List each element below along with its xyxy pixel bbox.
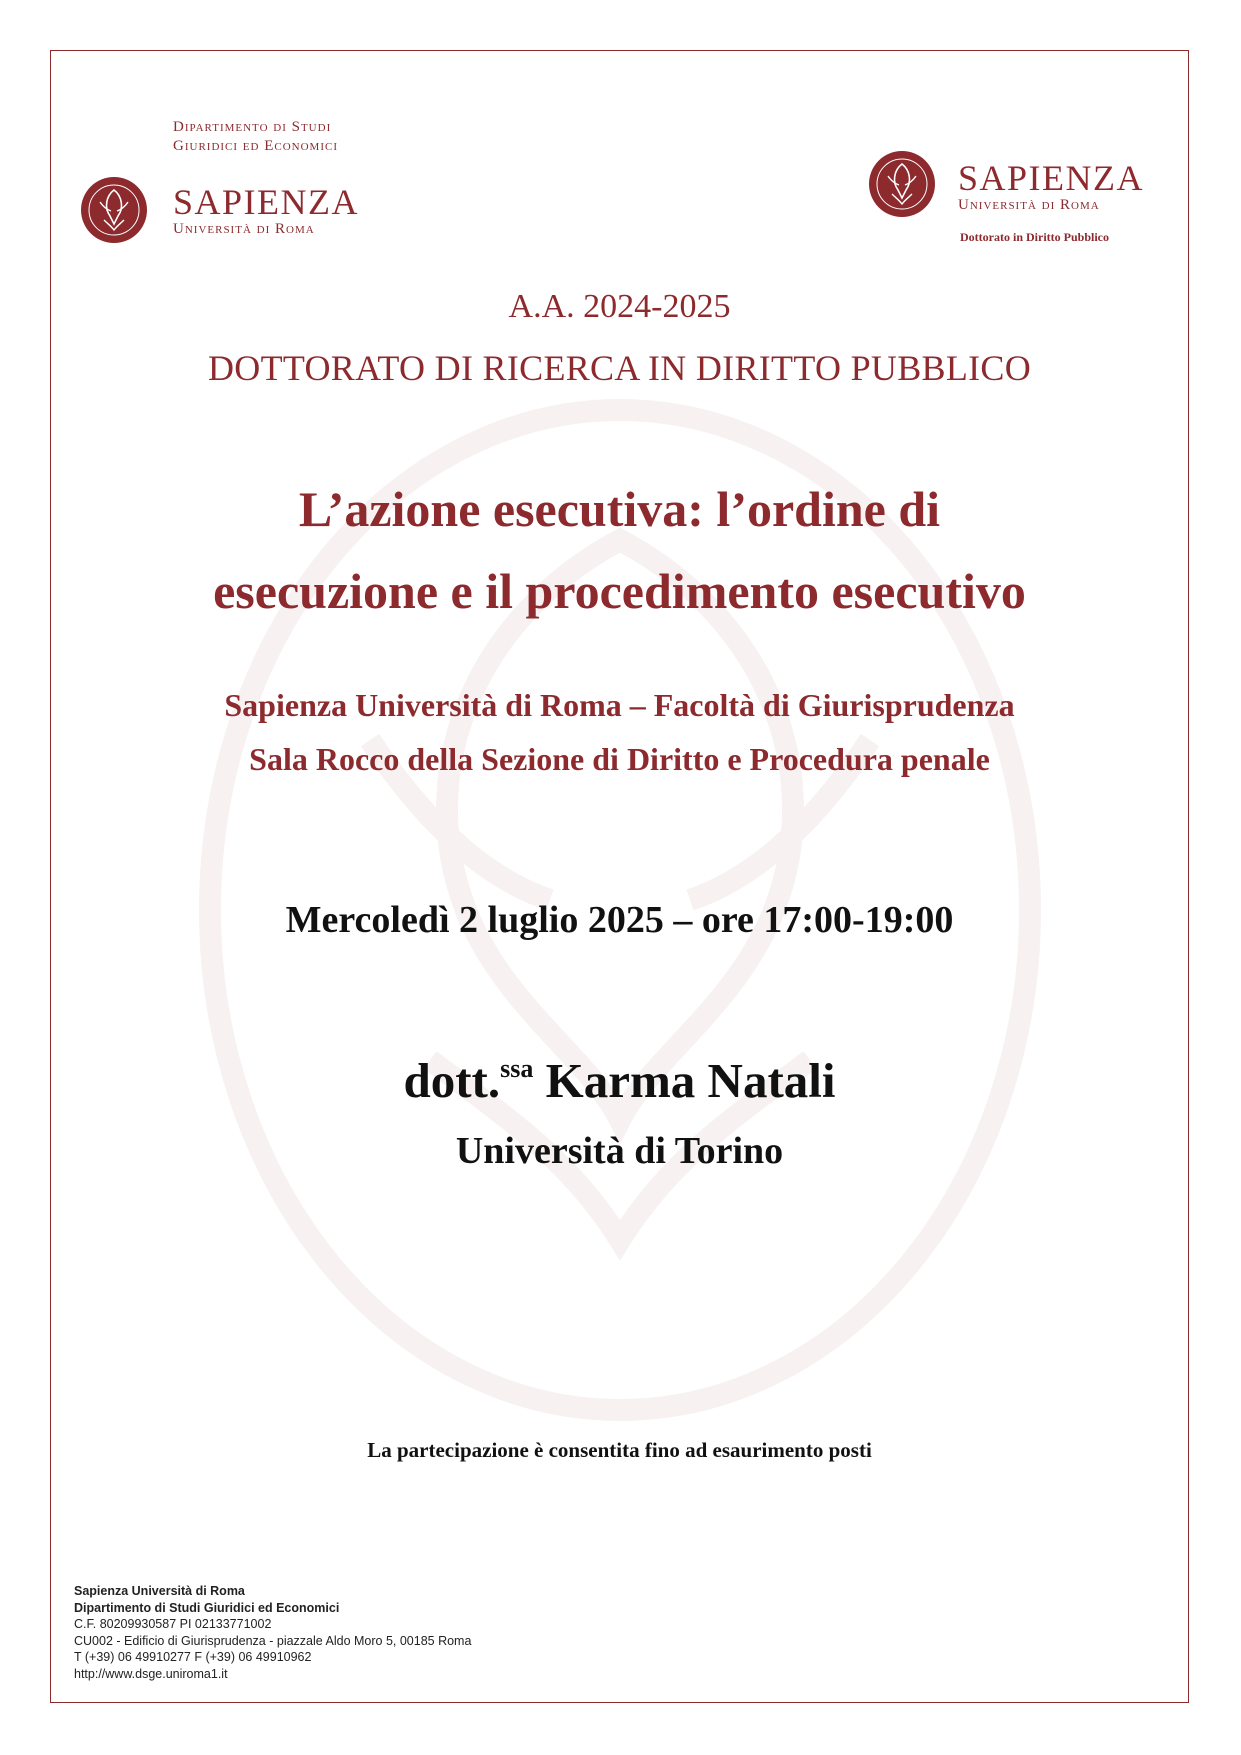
sapienza-seal-icon	[80, 176, 148, 244]
venue-line-2: Sala Rocco della Sezione di Diritto e Procedura penale	[249, 741, 990, 777]
speaker-title: dott.	[403, 1053, 501, 1108]
speaker-affiliation: Università di Torino	[455, 1130, 784, 1172]
event-title-line-1: L’azione esecutiva: l’ordine di	[298, 481, 941, 537]
speaker-title-suffix: ssa	[500, 1054, 534, 1083]
doctorate-caption: Dottorato in Diritto Pubblico	[960, 230, 1109, 244]
program-title: DOTTORATO DI RICERCA IN DIRITTO PUBBLICO	[207, 348, 1032, 388]
department-line-2: Giuridici ed Economici	[173, 138, 338, 154]
footer-contact	[74, 1583, 471, 1682]
university-name: Università di Roma	[173, 221, 315, 237]
sapienza-seal-icon	[868, 150, 936, 218]
venue-line-1: Sapienza Università di Roma – Facoltà di Giurisprudenza	[224, 687, 1015, 723]
sapienza-logotype	[958, 160, 1144, 214]
academic-year: A.A. 2024-2025	[508, 288, 731, 325]
attendance-note: La partecipazione è consentita fino ad esaurimento posti	[367, 1438, 872, 1462]
event-datetime: Mercoledì 2 luglio 2025 – ore 17:00-19:00	[285, 899, 954, 941]
footer-department: Dipartimento di Studi Giuridici ed Economici	[74, 1600, 340, 1615]
header-right	[868, 150, 1178, 250]
speaker-name: Karma Natali	[545, 1053, 836, 1108]
brand-name: SAPIENZA	[173, 182, 360, 222]
footer-address: CU002 - Edificio di Giurisprudenza - piazzale Aldo Moro 5, 00185 Roma	[74, 1633, 472, 1648]
brand-name: SAPIENZA	[958, 158, 1145, 198]
footer-university: Sapienza Università di Roma	[74, 1584, 245, 1598]
sapienza-logotype	[173, 184, 359, 238]
department-line-1: Dipartimento di Studi	[173, 119, 332, 135]
footer-tax-codes: C.F. 80209930587 PI 02133771002	[74, 1617, 272, 1631]
footer-phone-fax: T (+39) 06 49910277 F (+39) 06 49910962	[74, 1650, 312, 1664]
event-title-line-2: esecuzione e il procedimento esecutivo	[213, 563, 1026, 619]
department-name	[173, 118, 433, 156]
footer-website-link[interactable]: http://www.dsge.uniroma1.it	[74, 1666, 228, 1681]
event-venue	[50, 678, 1189, 786]
university-name: Università di Roma	[958, 197, 1100, 213]
speaker	[50, 1052, 1189, 1109]
event-title	[50, 468, 1189, 632]
